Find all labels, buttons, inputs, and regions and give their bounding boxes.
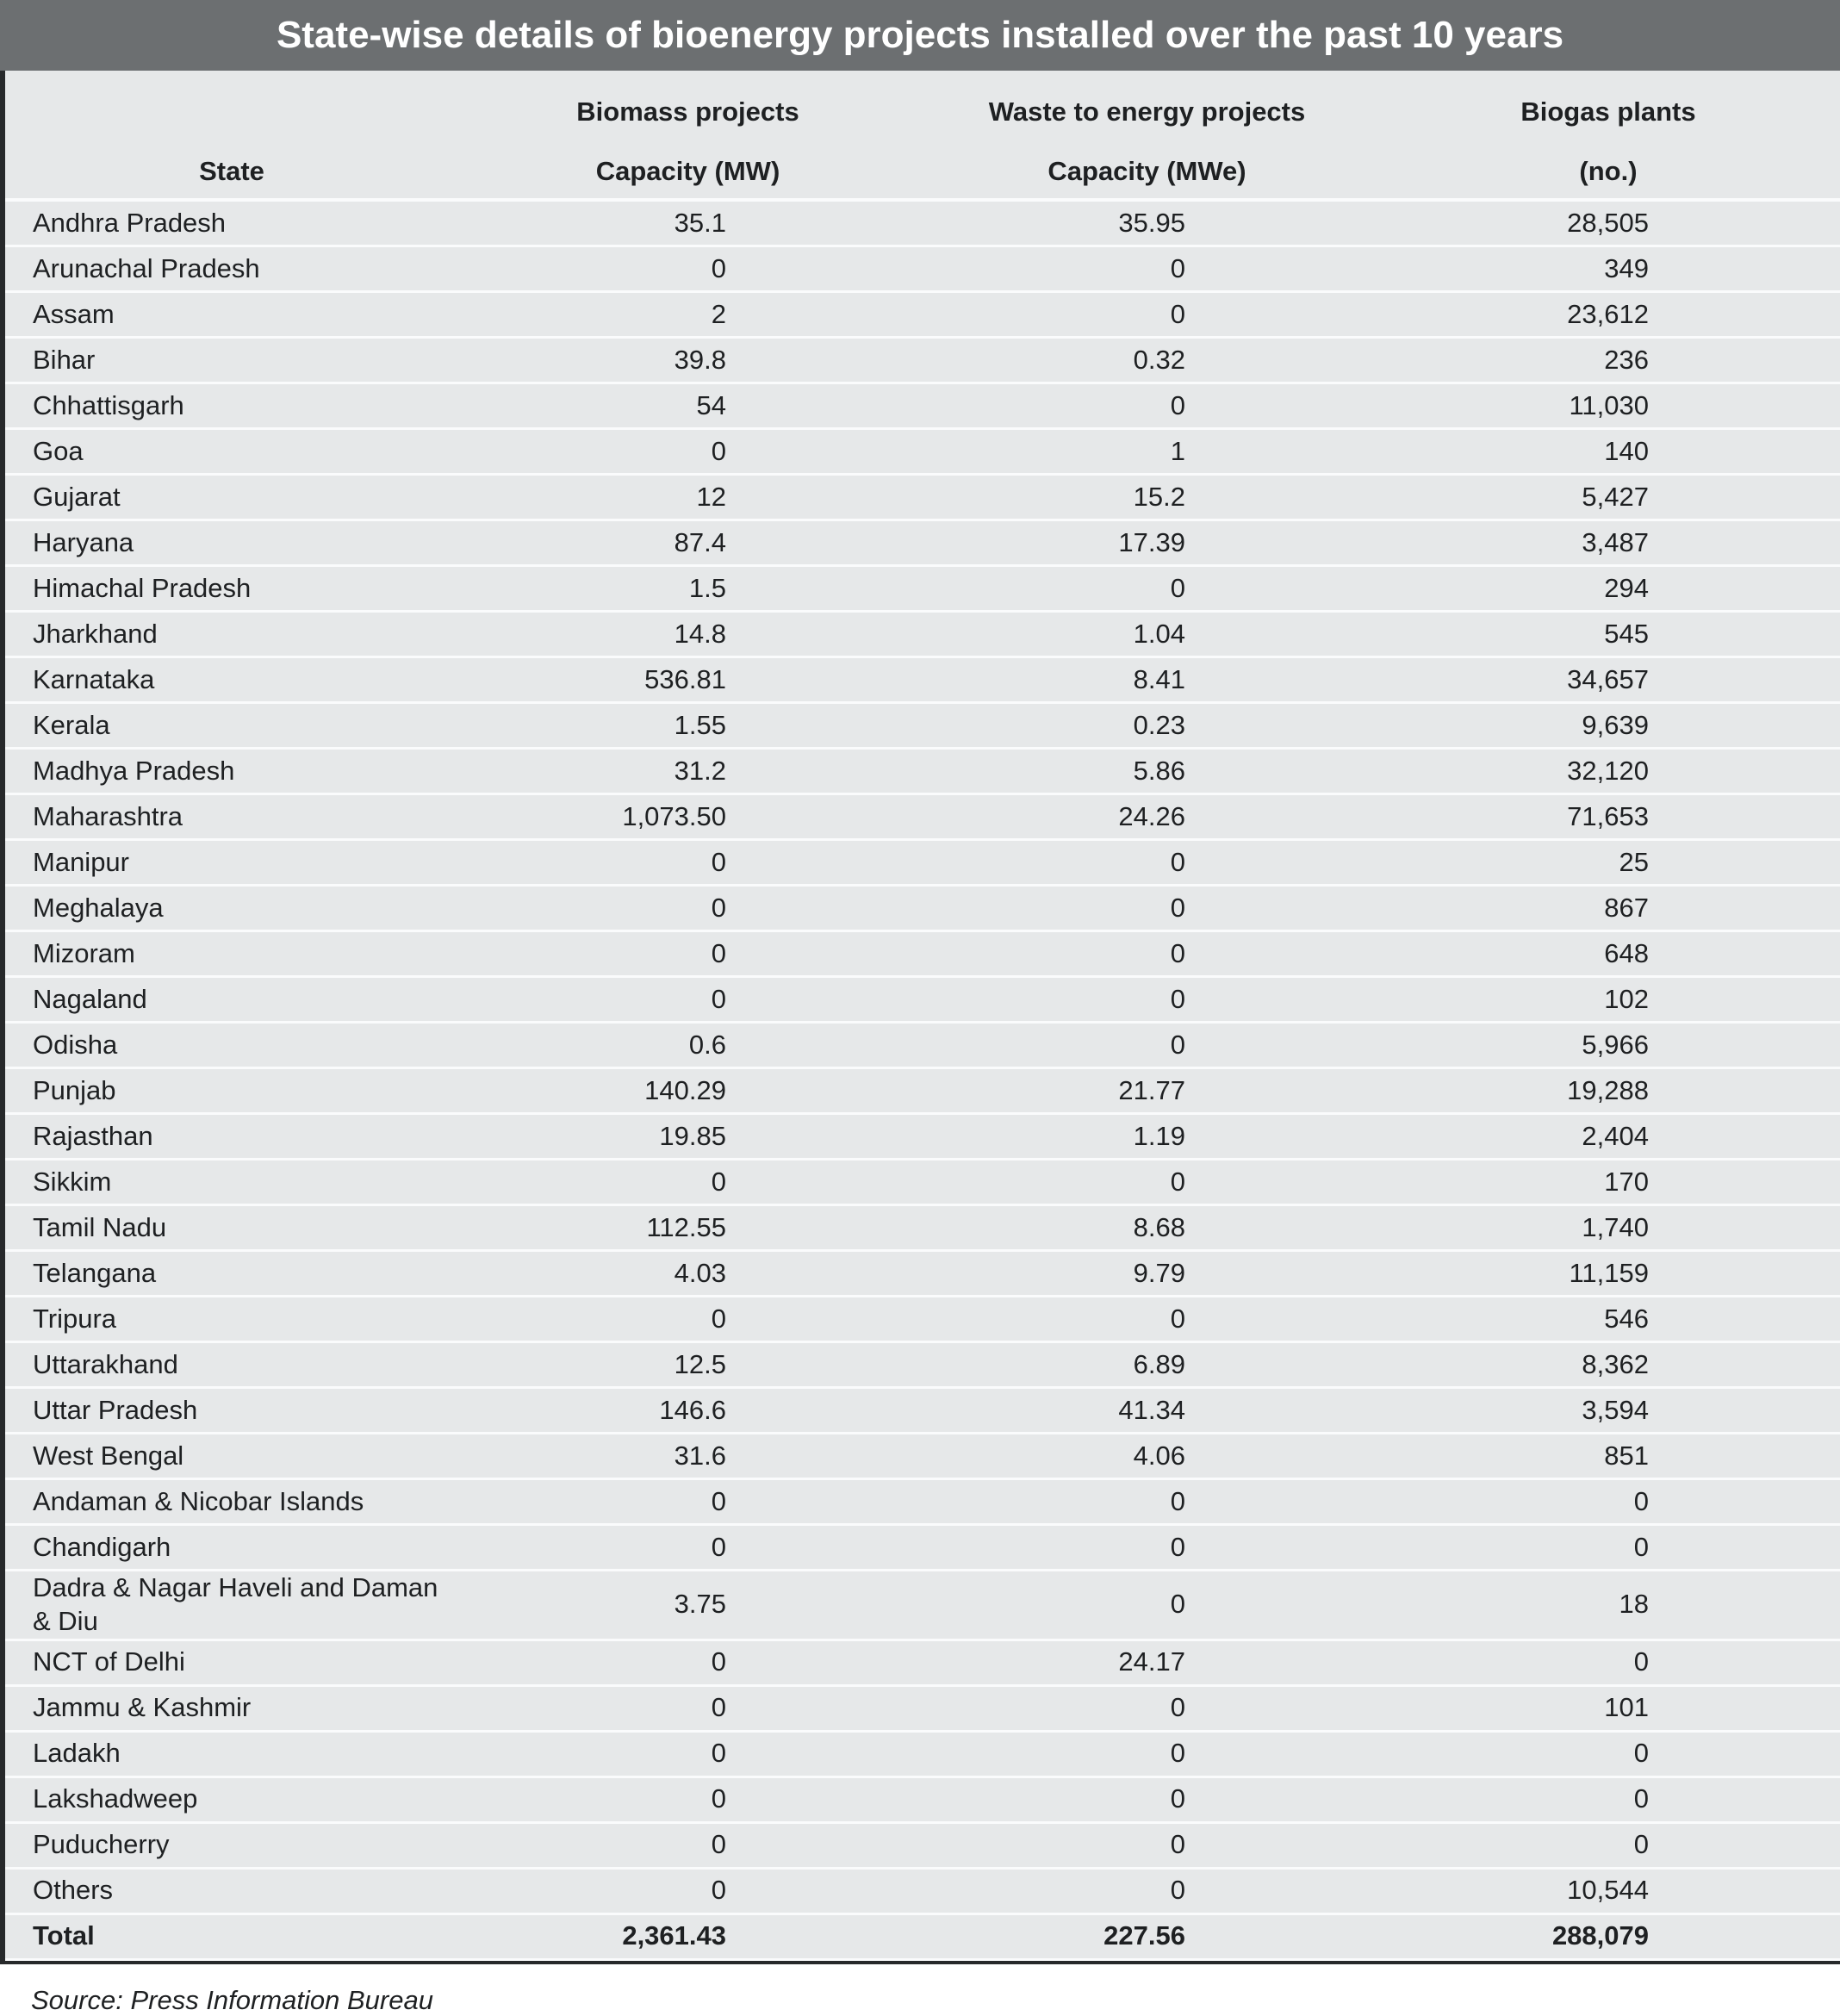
waste-capacity-cell: 6.89 [1133, 1348, 1185, 1379]
waste-capacity-cell: 0 [1170, 1738, 1185, 1769]
table-row [5, 931, 1840, 977]
state-cell: Odisha [33, 1029, 118, 1060]
column-header-capacity-mw: Capacity (MW) [595, 156, 780, 186]
state-cell: Others [33, 1875, 114, 1906]
waste-capacity-cell: 0 [1170, 1029, 1185, 1060]
table-row [5, 200, 1840, 246]
biogas-count-cell: 0 [1633, 1829, 1649, 1860]
biomass-capacity-cell: 0 [711, 435, 726, 466]
state-cell: Haryana [33, 526, 134, 557]
table-footer [5, 1913, 1840, 1959]
waste-capacity-cell: 0 [1170, 1829, 1185, 1860]
state-cell: Puducherry [33, 1829, 170, 1860]
table-row [5, 749, 1840, 794]
table-row [5, 794, 1840, 840]
column-group-biogas: Biogas plants [1520, 96, 1696, 127]
waste-capacity-cell: 0 [1170, 937, 1185, 968]
biogas-count-cell: 851 [1604, 1440, 1649, 1471]
biomass-capacity-cell: 0 [711, 846, 726, 877]
biogas-count-cell: 0 [1633, 1783, 1649, 1814]
biomass-capacity-cell: 4.03 [674, 1257, 726, 1288]
column-header-state: State [199, 156, 264, 186]
biomass-capacity-cell: 31.2 [674, 755, 726, 786]
table-row [5, 1251, 1840, 1297]
state-cell: Chandigarh [33, 1531, 171, 1562]
biomass-capacity-cell: 536.81 [644, 663, 726, 694]
waste-capacity-cell: 0.32 [1133, 344, 1185, 375]
table-header [5, 71, 1840, 200]
column-header-number: (no.) [1579, 156, 1638, 186]
state-cell: Madhya Pradesh [33, 755, 235, 786]
waste-capacity-cell: 0 [1170, 1875, 1185, 1906]
biogas-count-cell: 236 [1604, 344, 1649, 375]
biogas-count-cell: 8,362 [1582, 1348, 1649, 1379]
biomass-capacity-cell: 0 [711, 892, 726, 923]
biomass-capacity-cell: 87.4 [674, 526, 726, 557]
waste-capacity-cell: 17.39 [1118, 526, 1185, 557]
biomass-capacity-cell: 0 [711, 983, 726, 1014]
biogas-count-cell: 294 [1604, 572, 1649, 603]
state-cell: Telangana [33, 1257, 157, 1288]
biogas-count-cell: 648 [1604, 937, 1649, 968]
waste-capacity-cell: 0 [1170, 892, 1185, 923]
waste-capacity-cell: 0 [1170, 252, 1185, 283]
state-cell: Dadra & Nagar Haveli and Daman & Diu [33, 1572, 438, 1636]
table-row [5, 246, 1840, 292]
biogas-count-cell: 545 [1604, 618, 1649, 649]
table-row [5, 292, 1840, 338]
biomass-capacity-cell: 0 [711, 1875, 726, 1906]
biogas-count-cell: 32,120 [1567, 755, 1649, 786]
state-cell: Andhra Pradesh [33, 207, 227, 238]
waste-capacity-cell: 0 [1170, 1531, 1185, 1562]
biomass-capacity-cell: 0 [711, 1646, 726, 1677]
waste-capacity-cell: 1 [1170, 435, 1185, 466]
state-cell: Andaman & Nicobar Islands [33, 1485, 364, 1516]
table-row [5, 1571, 1840, 1640]
state-cell: Manipur [33, 846, 129, 877]
biogas-count-cell: 28,505 [1567, 207, 1649, 238]
state-cell: Sikkim [33, 1166, 112, 1197]
waste-capacity-cell: 24.26 [1118, 800, 1185, 831]
biogas-count-cell: 546 [1604, 1303, 1649, 1334]
biogas-count-cell: 25 [1619, 846, 1649, 877]
table-row [5, 1114, 1840, 1160]
table-row [5, 977, 1840, 1023]
waste-capacity-cell: 8.41 [1133, 663, 1185, 694]
biogas-count-cell: 867 [1604, 892, 1649, 923]
biomass-capacity-cell: 146.6 [659, 1394, 726, 1425]
state-cell: Nagaland [33, 983, 147, 1014]
table-row [5, 1525, 1840, 1571]
biogas-count-cell: 11,159 [1569, 1257, 1649, 1288]
column-group-biomass: Biomass projects [576, 96, 799, 127]
waste-capacity-cell: 0 [1170, 983, 1185, 1014]
state-cell: NCT of Delhi [33, 1646, 185, 1677]
waste-capacity-cell: 0 [1170, 846, 1185, 877]
state-cell: Uttarakhand [33, 1348, 178, 1379]
state-cell: Mizoram [33, 937, 135, 968]
biogas-count-cell: 0 [1633, 1646, 1649, 1677]
total-label-cell: Total [33, 1920, 95, 1951]
column-group-waste-to-energy: Waste to energy projects [988, 96, 1306, 127]
waste-capacity-cell: 0 [1170, 1485, 1185, 1516]
biomass-capacity-cell: 0 [711, 1738, 726, 1769]
waste-capacity-cell: 0 [1170, 389, 1185, 420]
total-waste-cell: 227.56 [1103, 1920, 1185, 1951]
biogas-count-cell: 10,544 [1567, 1875, 1649, 1906]
waste-capacity-cell: 41.34 [1118, 1394, 1185, 1425]
state-cell: Ladakh [33, 1738, 121, 1769]
waste-capacity-cell: 4.06 [1133, 1440, 1185, 1471]
table-row [5, 703, 1840, 749]
table-row [5, 1388, 1840, 1434]
state-cell: Jammu & Kashmir [33, 1692, 252, 1723]
biogas-count-cell: 11,030 [1569, 389, 1649, 420]
biogas-count-cell: 34,657 [1567, 663, 1649, 694]
source-note: Source: Press Information Bureau [31, 1984, 433, 2015]
waste-capacity-cell: 8.68 [1133, 1211, 1185, 1242]
table-row [5, 1822, 1840, 1868]
table-row [5, 1160, 1840, 1205]
state-cell: Maharashtra [33, 800, 183, 831]
table-row [5, 1297, 1840, 1342]
state-cell: Assam [33, 298, 115, 329]
waste-capacity-cell: 24.17 [1118, 1646, 1185, 1677]
biomass-capacity-cell: 0 [711, 1692, 726, 1723]
bioenergy-table [5, 71, 1840, 1961]
waste-capacity-cell: 5.86 [1133, 755, 1185, 786]
waste-capacity-cell: 0 [1170, 1783, 1185, 1814]
state-cell: Gujarat [33, 481, 121, 512]
biomass-capacity-cell: 35.1 [674, 207, 726, 238]
waste-capacity-cell: 1.19 [1133, 1120, 1185, 1151]
biomass-capacity-cell: 0 [711, 1485, 726, 1516]
biomass-capacity-cell: 31.6 [674, 1440, 726, 1471]
biomass-capacity-cell: 0 [711, 1166, 726, 1197]
table-area [0, 71, 1840, 2015]
total-biomass-cell: 2,361.43 [622, 1920, 726, 1951]
state-cell: Chhattisgarh [33, 389, 184, 420]
waste-capacity-cell: 9.79 [1133, 1257, 1185, 1288]
table-row [5, 1205, 1840, 1251]
waste-capacity-cell: 0 [1170, 298, 1185, 329]
waste-capacity-cell: 0 [1170, 572, 1185, 603]
table-row [5, 520, 1840, 566]
table-row [5, 1731, 1840, 1776]
biogas-count-cell: 0 [1633, 1485, 1649, 1516]
state-cell: Lakshadweep [33, 1783, 198, 1814]
table-row [5, 1023, 1840, 1068]
state-cell: Uttar Pradesh [33, 1394, 198, 1425]
biomass-capacity-cell: 54 [696, 389, 726, 420]
waste-capacity-cell: 1.04 [1133, 618, 1185, 649]
table-row [5, 1068, 1840, 1114]
biogas-count-cell: 1,740 [1582, 1211, 1649, 1242]
state-cell: Meghalaya [33, 892, 164, 923]
biomass-capacity-cell: 0 [711, 1303, 726, 1334]
table-row [5, 840, 1840, 886]
biomass-capacity-cell: 14.8 [674, 618, 726, 649]
table-row [5, 383, 1840, 429]
state-cell: Bihar [33, 344, 96, 375]
state-cell: Himachal Pradesh [33, 572, 252, 603]
biomass-capacity-cell: 0.6 [688, 1029, 726, 1060]
biomass-capacity-cell: 39.8 [674, 344, 726, 375]
table-row [5, 429, 1840, 475]
biogas-count-cell: 140 [1604, 435, 1649, 466]
waste-capacity-cell: 15.2 [1133, 481, 1185, 512]
table-row [5, 612, 1840, 657]
biomass-capacity-cell: 0 [711, 1783, 726, 1814]
table-row [5, 1434, 1840, 1479]
biogas-count-cell: 2,404 [1582, 1120, 1649, 1151]
title-bar [0, 0, 1840, 71]
biogas-count-cell: 101 [1604, 1692, 1649, 1723]
table-row [5, 1868, 1840, 1913]
biogas-count-cell: 170 [1604, 1166, 1649, 1197]
state-cell: Tamil Nadu [33, 1211, 167, 1242]
state-cell: Jharkhand [33, 618, 158, 649]
biomass-capacity-cell: 0 [711, 252, 726, 283]
state-cell: West Bengal [33, 1440, 184, 1471]
waste-capacity-cell: 0 [1170, 1692, 1185, 1723]
waste-capacity-cell: 0 [1170, 1589, 1185, 1620]
state-cell: Tripura [33, 1303, 117, 1334]
biogas-count-cell: 0 [1633, 1531, 1649, 1562]
state-cell: Arunachal Pradesh [33, 252, 260, 283]
biogas-count-cell: 5,427 [1582, 481, 1649, 512]
column-group-row [5, 71, 1840, 145]
page-title: State-wise details of bioenergy projects installed over the past 10 years [276, 14, 1564, 56]
biomass-capacity-cell: 12 [696, 481, 726, 512]
state-cell: Karnataka [33, 663, 155, 694]
state-cell: Punjab [33, 1074, 116, 1105]
table-row [5, 1685, 1840, 1731]
biomass-capacity-cell: 0 [711, 1829, 726, 1860]
biomass-capacity-cell: 0 [711, 1531, 726, 1562]
column-group-empty [5, 71, 458, 145]
biomass-capacity-cell: 112.55 [646, 1211, 726, 1242]
biogas-count-cell: 102 [1604, 983, 1649, 1014]
table-row [5, 1776, 1840, 1822]
biogas-count-cell: 5,966 [1582, 1029, 1649, 1060]
state-cell: Goa [33, 435, 84, 466]
biomass-capacity-cell: 1.55 [674, 709, 726, 740]
biomass-capacity-cell: 1,073.50 [622, 800, 726, 831]
waste-capacity-cell: 0.23 [1133, 709, 1185, 740]
biogas-count-cell: 9,639 [1582, 709, 1649, 740]
table-row [5, 886, 1840, 931]
column-label-row [5, 145, 1840, 200]
biomass-capacity-cell: 2 [711, 298, 726, 329]
table-row [5, 1342, 1840, 1388]
biogas-count-cell: 3,594 [1582, 1394, 1649, 1425]
biomass-capacity-cell: 12.5 [674, 1348, 726, 1379]
table-row [5, 566, 1840, 612]
table-row [5, 475, 1840, 520]
biogas-count-cell: 18 [1619, 1589, 1649, 1620]
biomass-capacity-cell: 1.5 [688, 572, 726, 603]
table-body [5, 200, 1840, 1913]
table-row [5, 338, 1840, 383]
state-cell: Rajasthan [33, 1120, 153, 1151]
total-row [5, 1913, 1840, 1959]
table-row [5, 1640, 1840, 1685]
biogas-count-cell: 3,487 [1582, 526, 1649, 557]
biogas-count-cell: 19,288 [1567, 1074, 1649, 1105]
total-biogas-cell: 288,079 [1551, 1920, 1649, 1951]
table-row [5, 657, 1840, 703]
biogas-count-cell: 0 [1633, 1738, 1649, 1769]
biogas-count-cell: 349 [1604, 252, 1649, 283]
waste-capacity-cell: 21.77 [1118, 1074, 1185, 1105]
column-header-capacity-mwe: Capacity (MWe) [1047, 156, 1246, 186]
waste-capacity-cell: 35.95 [1118, 207, 1185, 238]
waste-capacity-cell: 0 [1170, 1166, 1185, 1197]
biogas-count-cell: 71,653 [1567, 800, 1649, 831]
biomass-capacity-cell: 140.29 [644, 1074, 726, 1105]
biomass-capacity-cell: 19.85 [659, 1120, 726, 1151]
waste-capacity-cell: 0 [1170, 1303, 1185, 1334]
table-row [5, 1479, 1840, 1525]
biomass-capacity-cell: 3.75 [674, 1589, 726, 1620]
biomass-capacity-cell: 0 [711, 937, 726, 968]
state-cell: Kerala [33, 709, 110, 740]
biogas-count-cell: 23,612 [1567, 298, 1649, 329]
